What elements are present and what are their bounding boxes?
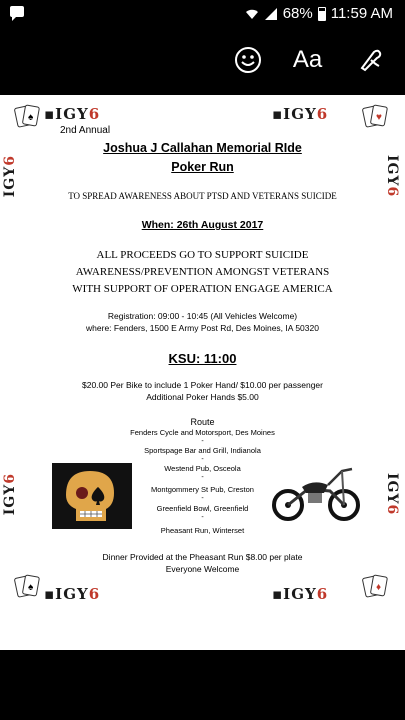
battery-icon [318, 7, 326, 21]
logo-left-vertical-lower: IGY6 [2, 473, 18, 516]
bottom-area [0, 650, 405, 720]
price-line-1: $20.00 Per Bike to include 1 Poker Hand/ $10.00 per passenger [82, 380, 323, 390]
edition-label: 2nd Annual [60, 125, 111, 136]
playing-cards-icon [362, 573, 392, 599]
registration-time: Registration: 09:00 - 10:45 (All Vehicles Welcome) [107, 311, 298, 321]
text-button[interactable]: Aa [292, 46, 323, 73]
welcome-text: Everyone Welcome [165, 564, 240, 574]
event-date: When: 26th August 2017 [141, 219, 264, 231]
proceeds-line-2: AWARENESS/PREVENTION AMONGST VETERANS [75, 266, 330, 278]
message-icon [10, 6, 24, 17]
price-line-2: Additional Poker Hands $5.00 [146, 392, 259, 402]
svg-text:♦: ♦ [376, 582, 382, 593]
status-bar [0, 0, 405, 28]
battery-percent: 68% [282, 5, 313, 22]
route-stop: Greenfield Bowl, Greenfield [156, 504, 249, 513]
dinner-info: Dinner Provided at the Pheasant Run $8.00 per plate [102, 552, 303, 562]
svg-text:♠: ♠ [28, 112, 34, 123]
motorcycle-image [272, 461, 362, 523]
logo-bottom-left: ▪IGY6 [44, 585, 101, 603]
svg-text:♠: ♠ [28, 582, 34, 593]
editor-toolbar [0, 28, 405, 95]
playing-cards-icon [14, 573, 44, 599]
proceeds-line-3: WITH SUPPORT OF OPERATION ENGAGE AMERICA [72, 283, 333, 295]
playing-cards-icon [14, 103, 44, 129]
draw-button[interactable] [350, 40, 390, 80]
route-heading: Route [190, 417, 215, 427]
route-divider: - [201, 474, 204, 481]
route-divider: - [201, 514, 204, 521]
signal-icon [264, 8, 278, 20]
skull-spade-image [52, 463, 132, 529]
clock: 11:59 AM [330, 5, 393, 22]
poster-title: Joshua J Callahan Memorial RIde [103, 141, 302, 155]
route-divider: - [201, 456, 204, 463]
route-stop: Montgommery St Pub, Creston [151, 485, 254, 494]
route-divider: - [201, 438, 204, 445]
registration-location: where: Fenders, 1500 E Army Post Rd, Des Moines, IA 50320 [86, 323, 319, 333]
pen-icon [356, 46, 384, 74]
ksu-time: KSU: 11:00 [168, 351, 237, 366]
logo-top-left: ▪IGY6 [44, 105, 101, 123]
poster-subtitle: Poker Run [171, 160, 234, 174]
logo-right-vertical: IGY6 [384, 155, 400, 198]
emoji-button[interactable] [228, 40, 268, 80]
route-stop: Fenders Cycle and Motorsport, Des Moines [130, 428, 275, 437]
poster-image [0, 95, 405, 650]
route-stop: Westend Pub, Osceola [164, 464, 241, 473]
status-right [245, 5, 393, 22]
proceeds-line-1: ALL PROCEEDS GO TO SUPPORT SUICIDE [96, 249, 309, 261]
route-divider: - [201, 495, 204, 502]
logo-top-right: ▪IGY6 [272, 105, 329, 123]
awareness-text: TO SPREAD AWARENESS ABOUT PTSD AND VETERANS SUICIDE [68, 191, 337, 201]
route-stop: Sportspage Bar and Grill, Indianola [144, 446, 261, 455]
svg-text:♥: ♥ [376, 112, 382, 123]
logo-left-vertical: IGY6 [2, 155, 18, 198]
emoji-icon [234, 46, 262, 74]
logo-bottom-right: ▪IGY6 [272, 585, 329, 603]
logo-right-vertical-lower: IGY6 [384, 473, 400, 516]
route-stop: Pheasant Run, Winterset [160, 526, 245, 535]
playing-cards-icon [362, 103, 392, 129]
wifi-icon [245, 8, 259, 20]
